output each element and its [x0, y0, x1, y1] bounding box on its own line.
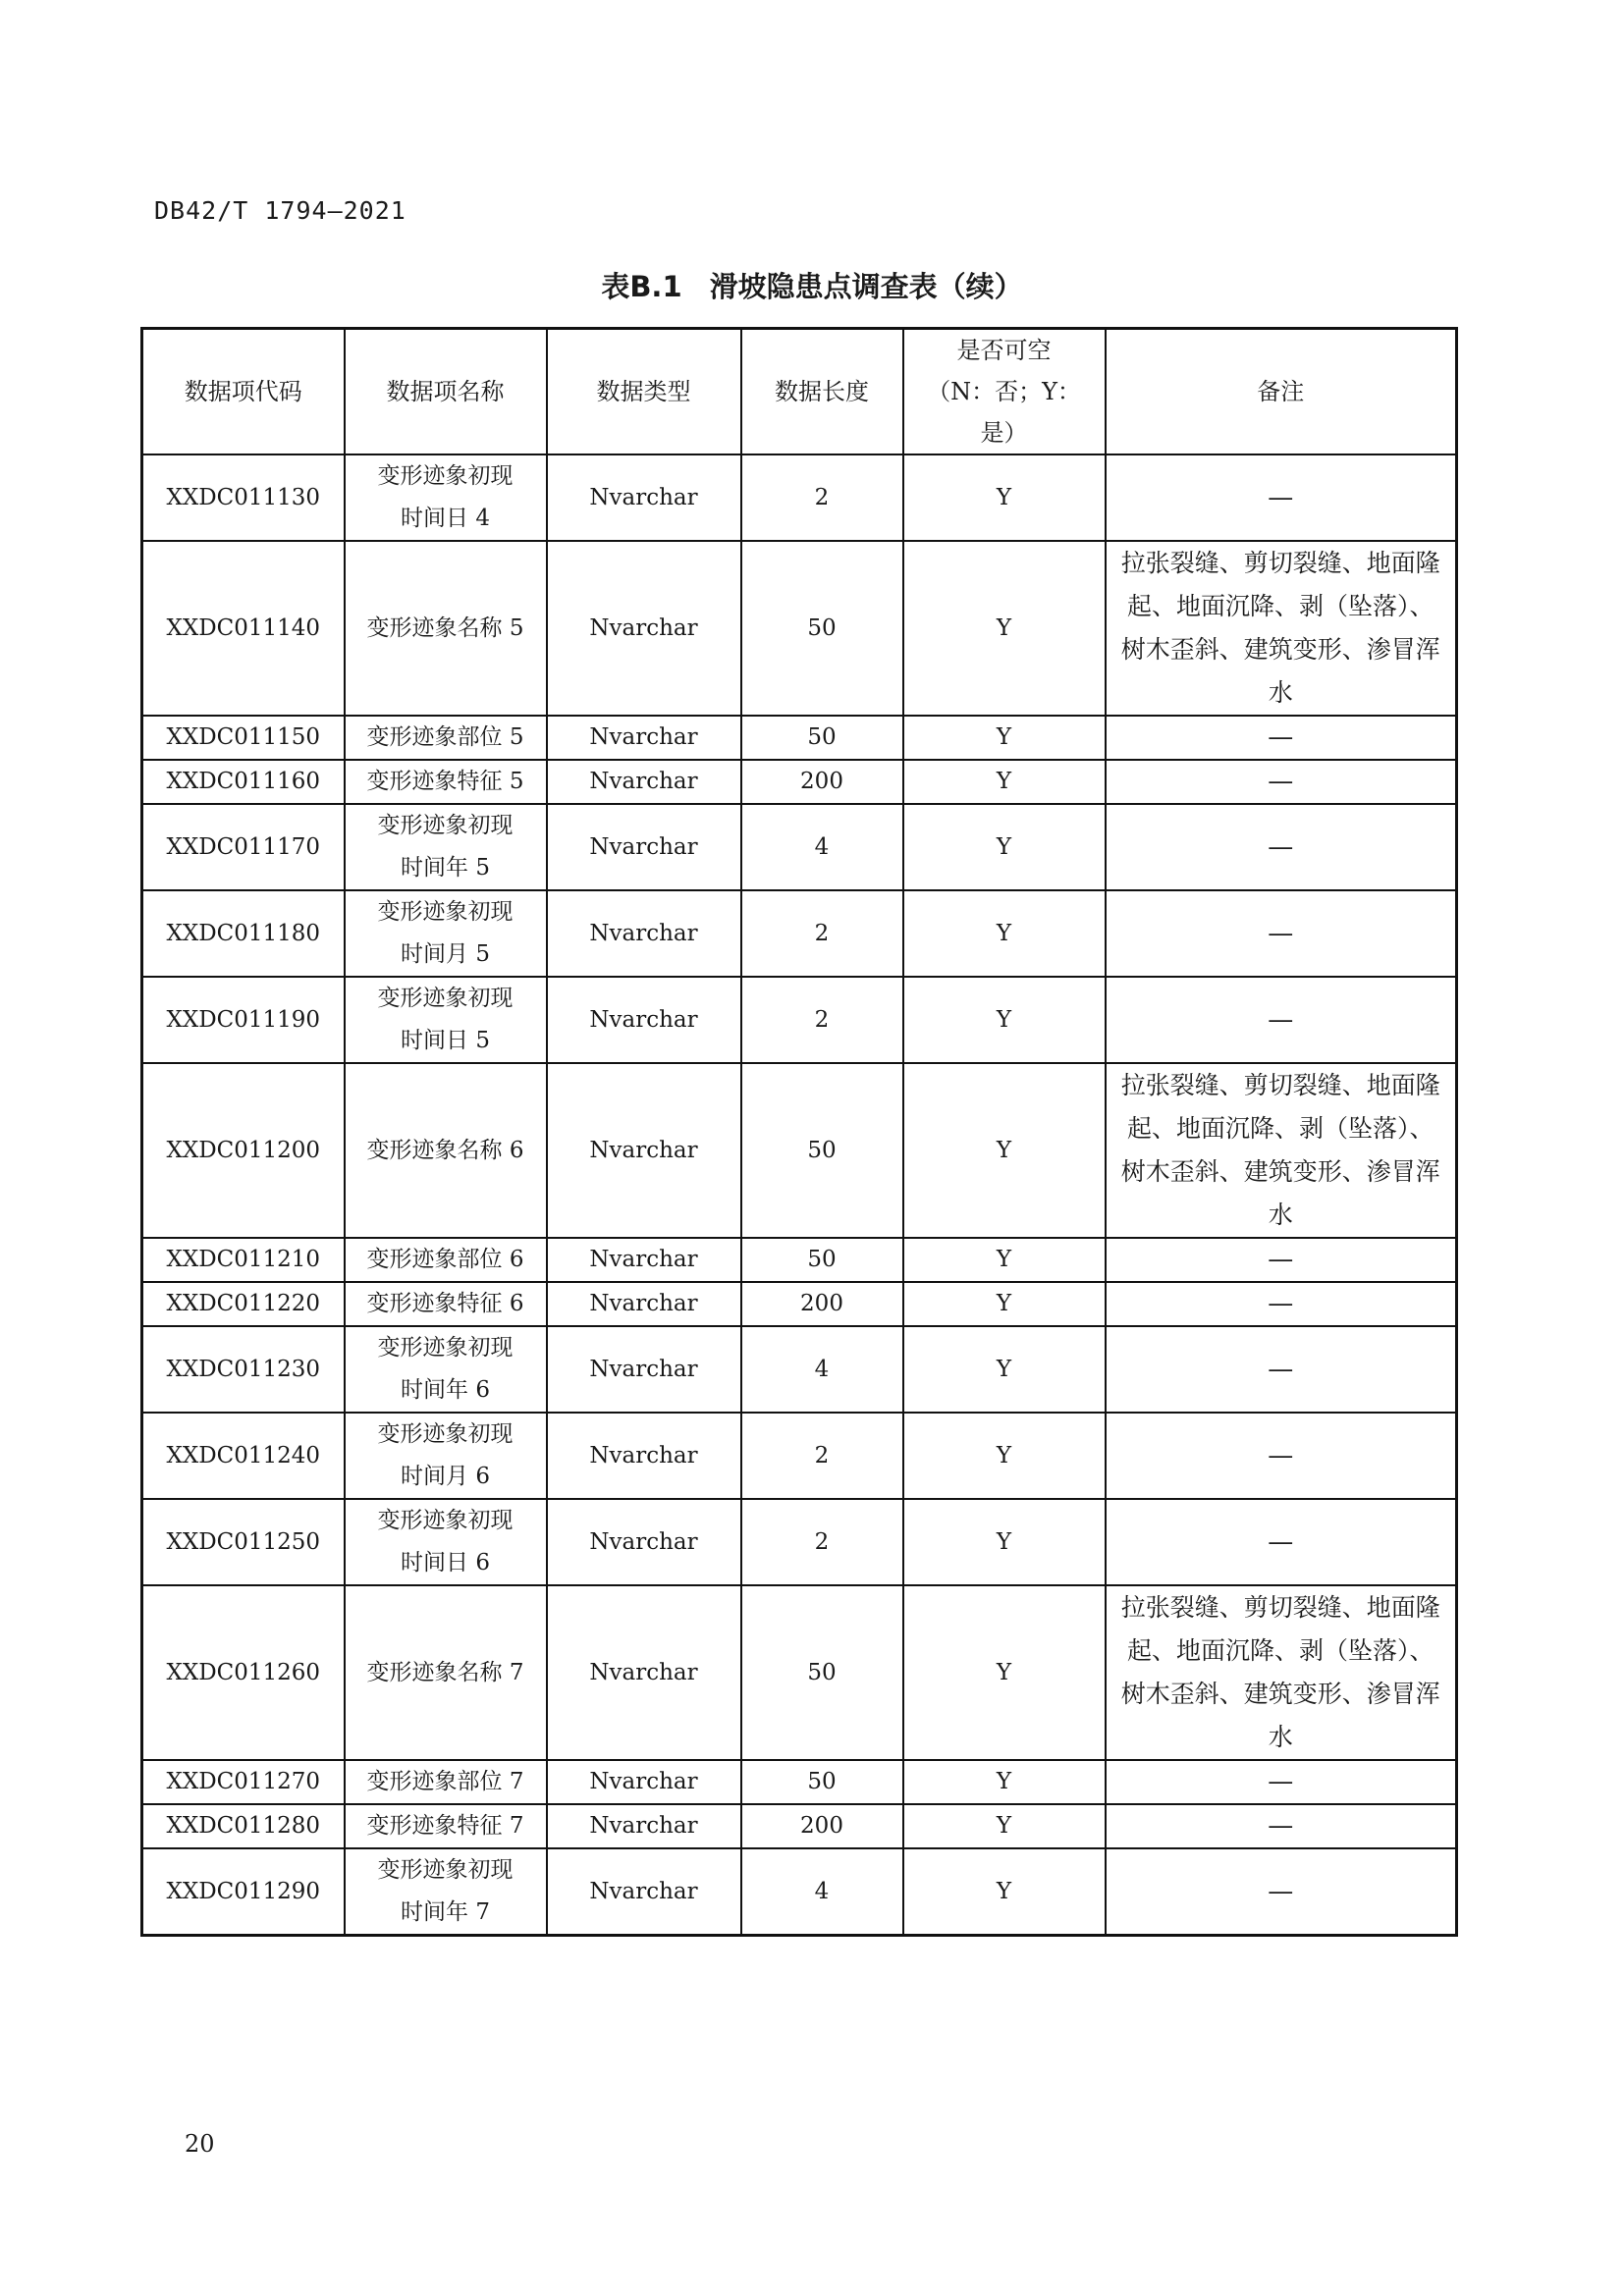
table-row — [142, 454, 1457, 541]
table-row — [142, 1413, 1457, 1499]
cell-code: XXDC011260 — [142, 1585, 345, 1760]
cell-code: XXDC011170 — [142, 804, 345, 890]
cell-code: XXDC011150 — [142, 716, 345, 760]
cell-name — [345, 1585, 547, 1760]
cell-name — [345, 890, 547, 977]
col-header-type: 数据类型 — [547, 329, 741, 455]
cell-length: 200 — [741, 1282, 903, 1326]
cell-type: Nvarchar — [547, 1238, 741, 1282]
cell-nullable: Y — [903, 1063, 1106, 1238]
col-header-length: 数据长度 — [741, 329, 903, 455]
cell-length: 2 — [741, 977, 903, 1063]
cell-name-line: 变形迹象部位 6 — [366, 1247, 524, 1272]
cell-remark: — — [1106, 760, 1457, 804]
cell-length: 4 — [741, 1326, 903, 1413]
cell-name-line: 时间日 6 — [401, 1550, 490, 1575]
cell-code: XXDC011270 — [142, 1760, 345, 1804]
table-body — [142, 454, 1457, 1936]
cell-remark: — — [1106, 716, 1457, 760]
cell-type: Nvarchar — [547, 1804, 741, 1848]
cell-remark: — — [1106, 1413, 1457, 1499]
cell-name — [345, 977, 547, 1063]
landslide-survey-table — [140, 327, 1458, 1937]
cell-nullable: Y — [903, 1326, 1106, 1413]
cell-nullable: Y — [903, 1804, 1106, 1848]
cell-length: 200 — [741, 760, 903, 804]
cell-name — [345, 1848, 547, 1936]
cell-name-line: 变形迹象初现 — [377, 813, 514, 838]
cell-type: Nvarchar — [547, 1585, 741, 1760]
cell-nullable: Y — [903, 1238, 1106, 1282]
cell-nullable: Y — [903, 1282, 1106, 1326]
cell-name-line: 时间日 5 — [401, 1028, 490, 1053]
cell-length: 50 — [741, 1760, 903, 1804]
cell-name-line: 变形迹象初现 — [377, 986, 514, 1011]
cell-remark: — — [1106, 890, 1457, 977]
cell-remark: — — [1106, 1848, 1457, 1936]
cell-name-line: 变形迹象特征 6 — [366, 1291, 524, 1316]
table-row — [142, 977, 1457, 1063]
cell-remark: — — [1106, 1760, 1457, 1804]
cell-nullable: Y — [903, 1499, 1106, 1585]
table-row — [142, 1585, 1457, 1760]
cell-remark-line: 拉张裂缝、剪切裂缝、地面隆 — [1120, 549, 1440, 577]
cell-type: Nvarchar — [547, 1848, 741, 1936]
cell-name-line: 变形迹象部位 5 — [366, 724, 524, 750]
cell-nullable: Y — [903, 760, 1106, 804]
table-row — [142, 760, 1457, 804]
table-row — [142, 1282, 1457, 1326]
cell-remark-line: 树木歪斜、建筑变形、渗冒浑 — [1120, 635, 1440, 664]
cell-remark: — — [1106, 977, 1457, 1063]
cell-name — [345, 1804, 547, 1848]
cell-remark-line: 水 — [1268, 1723, 1293, 1751]
cell-remark: — — [1106, 1282, 1457, 1326]
cell-nullable: Y — [903, 890, 1106, 977]
cell-remark-line: 拉张裂缝、剪切裂缝、地面隆 — [1120, 1071, 1440, 1099]
cell-code: XXDC011160 — [142, 760, 345, 804]
cell-remark-line: 起、地面沉降、剥（坠落）、 — [1126, 592, 1435, 620]
cell-nullable: Y — [903, 541, 1106, 716]
cell-remark-line: 树木歪斜、建筑变形、渗冒浑 — [1120, 1157, 1440, 1186]
table-row — [142, 1238, 1457, 1282]
standard-code: DB42/T 1794—2021 — [154, 196, 406, 225]
cell-name-line: 变形迹象特征 5 — [366, 769, 524, 794]
cell-nullable: Y — [903, 804, 1106, 890]
cell-name — [345, 541, 547, 716]
cell-name-line: 变形迹象初现 — [377, 899, 514, 925]
cell-name — [345, 1238, 547, 1282]
cell-remark-line: 树木歪斜、建筑变形、渗冒浑 — [1120, 1680, 1440, 1708]
cell-nullable: Y — [903, 1585, 1106, 1760]
cell-name-line: 变形迹象名称 6 — [366, 1137, 524, 1163]
cell-name-line: 变形迹象初现 — [377, 1857, 514, 1883]
cell-name — [345, 1413, 547, 1499]
cell-remark: — — [1106, 1326, 1457, 1413]
table-number: 表B.1 — [601, 270, 682, 303]
page-number: 20 — [185, 2130, 215, 2158]
cell-type: Nvarchar — [547, 890, 741, 977]
cell-name-line: 时间月 5 — [401, 941, 490, 967]
cell-name — [345, 716, 547, 760]
cell-nullable: Y — [903, 1760, 1106, 1804]
cell-code: XXDC011190 — [142, 977, 345, 1063]
cell-name-line: 变形迹象初现 — [377, 1335, 514, 1361]
table-row — [142, 1063, 1457, 1238]
cell-code: XXDC011130 — [142, 454, 345, 541]
cell-length: 4 — [741, 1848, 903, 1936]
cell-name-line: 时间日 4 — [401, 506, 490, 531]
cell-nullable: Y — [903, 1413, 1106, 1499]
cell-length: 50 — [741, 1585, 903, 1760]
cell-code: XXDC011200 — [142, 1063, 345, 1238]
cell-type: Nvarchar — [547, 716, 741, 760]
cell-code: XXDC011220 — [142, 1282, 345, 1326]
table-header-row — [142, 329, 1457, 455]
cell-type: Nvarchar — [547, 804, 741, 890]
cell-remark: — — [1106, 454, 1457, 541]
cell-code: XXDC011180 — [142, 890, 345, 977]
cell-name — [345, 1499, 547, 1585]
cell-type: Nvarchar — [547, 1282, 741, 1326]
cell-remark — [1106, 541, 1457, 716]
cell-name-line: 时间年 6 — [401, 1377, 490, 1403]
cell-length: 2 — [741, 454, 903, 541]
cell-nullable: Y — [903, 977, 1106, 1063]
cell-name-line: 变形迹象名称 7 — [366, 1659, 524, 1685]
cell-remark — [1106, 1063, 1457, 1238]
cell-name-line: 时间年 7 — [401, 1899, 490, 1925]
cell-type: Nvarchar — [547, 1326, 741, 1413]
cell-code: XXDC011250 — [142, 1499, 345, 1585]
cell-nullable: Y — [903, 716, 1106, 760]
cell-type: Nvarchar — [547, 1063, 741, 1238]
cell-length: 4 — [741, 804, 903, 890]
cell-code: XXDC011230 — [142, 1326, 345, 1413]
cell-name — [345, 454, 547, 541]
col-header-code: 数据项代码 — [142, 329, 345, 455]
cell-name — [345, 1063, 547, 1238]
table-row — [142, 1848, 1457, 1936]
cell-length: 2 — [741, 1499, 903, 1585]
cell-length: 50 — [741, 541, 903, 716]
table-row — [142, 1760, 1457, 1804]
cell-code: XXDC011290 — [142, 1848, 345, 1936]
cell-nullable: Y — [903, 454, 1106, 541]
cell-remark — [1106, 1585, 1457, 1760]
cell-type: Nvarchar — [547, 454, 741, 541]
cell-name — [345, 804, 547, 890]
cell-length: 50 — [741, 1063, 903, 1238]
cell-type: Nvarchar — [547, 1413, 741, 1499]
table-row — [142, 1499, 1457, 1585]
col-header-nullable — [903, 329, 1106, 455]
cell-type: Nvarchar — [547, 760, 741, 804]
cell-name-line: 时间年 5 — [401, 855, 490, 881]
col-header-nullable-line2: （N：否；Y：是） — [927, 378, 1081, 447]
cell-name-line: 变形迹象初现 — [377, 1508, 514, 1533]
cell-length: 50 — [741, 1238, 903, 1282]
table-row — [142, 541, 1457, 716]
table-row — [142, 890, 1457, 977]
cell-remark: — — [1106, 1499, 1457, 1585]
table-row — [142, 1804, 1457, 1848]
cell-type: Nvarchar — [547, 1760, 741, 1804]
cell-name-line: 时间月 6 — [401, 1464, 490, 1489]
cell-name-line: 变形迹象特征 7 — [366, 1813, 524, 1839]
cell-name-line: 变形迹象名称 5 — [366, 614, 524, 641]
table-row — [142, 1326, 1457, 1413]
cell-nullable: Y — [903, 1848, 1106, 1936]
cell-name-line: 变形迹象初现 — [377, 1421, 514, 1447]
cell-code: XXDC011240 — [142, 1413, 345, 1499]
cell-remark: — — [1106, 804, 1457, 890]
cell-code: XXDC011140 — [142, 541, 345, 716]
cell-length: 50 — [741, 716, 903, 760]
cell-name — [345, 1282, 547, 1326]
cell-code: XXDC011210 — [142, 1238, 345, 1282]
cell-name-line: 变形迹象初现 — [377, 463, 514, 489]
cell-name — [345, 1760, 547, 1804]
cell-remark-line: 水 — [1268, 678, 1293, 707]
table-row — [142, 716, 1457, 760]
col-header-remark: 备注 — [1106, 329, 1457, 455]
cell-remark-line: 起、地面沉降、剥（坠落）、 — [1126, 1114, 1435, 1143]
cell-length: 2 — [741, 1413, 903, 1499]
cell-remark-line: 水 — [1268, 1201, 1293, 1229]
cell-length: 2 — [741, 890, 903, 977]
col-header-nullable-line1: 是否可空 — [956, 337, 1052, 364]
cell-remark: — — [1106, 1238, 1457, 1282]
cell-type: Nvarchar — [547, 1499, 741, 1585]
table-title-text: 滑坡隐患点调查表（续） — [709, 270, 1023, 303]
cell-remark: — — [1106, 1804, 1457, 1848]
cell-name-line: 变形迹象部位 7 — [366, 1769, 524, 1794]
cell-name — [345, 760, 547, 804]
cell-remark-line: 起、地面沉降、剥（坠落）、 — [1126, 1636, 1435, 1665]
cell-remark-line: 拉张裂缝、剪切裂缝、地面隆 — [1120, 1593, 1440, 1622]
table-title — [0, 265, 1624, 305]
cell-type: Nvarchar — [547, 541, 741, 716]
cell-type: Nvarchar — [547, 977, 741, 1063]
col-header-name: 数据项名称 — [345, 329, 547, 455]
cell-name — [345, 1326, 547, 1413]
cell-length: 200 — [741, 1804, 903, 1848]
table-row — [142, 804, 1457, 890]
cell-code: XXDC011280 — [142, 1804, 345, 1848]
